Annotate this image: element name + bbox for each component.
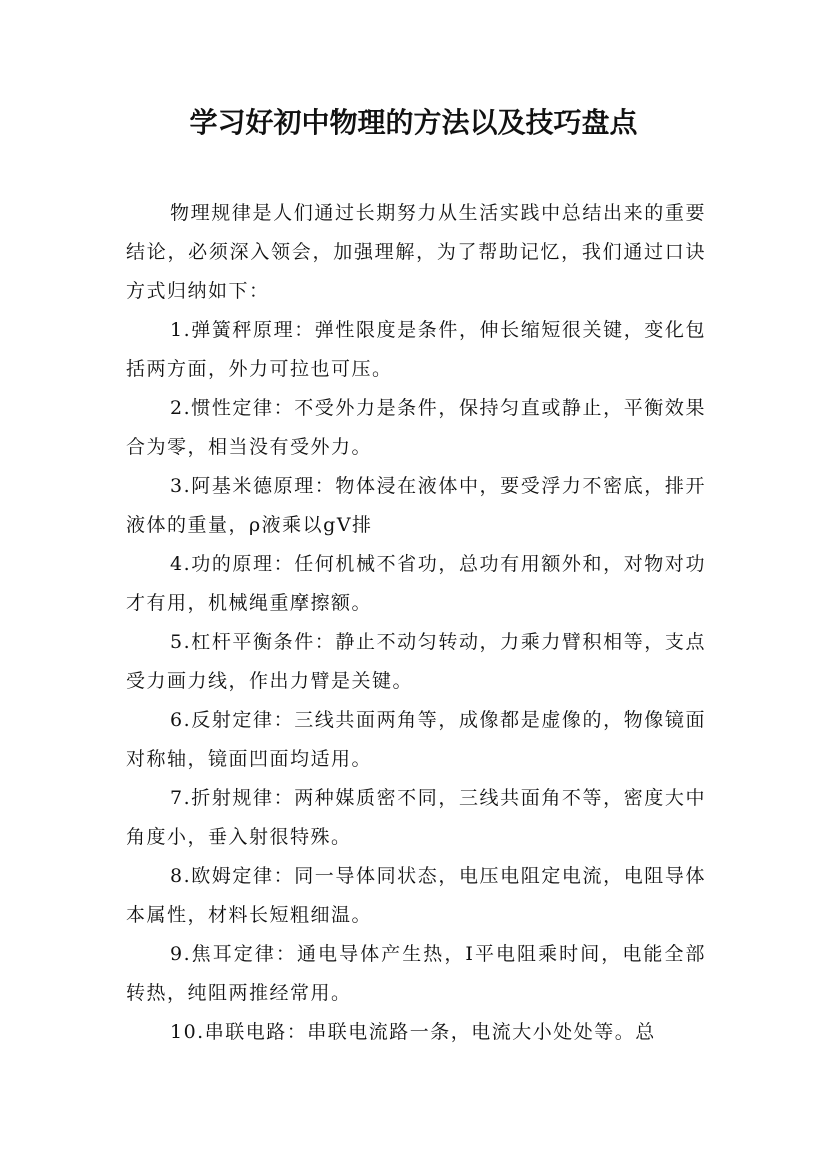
rule-paragraph: 2.惯性定律：不受外力是条件，保持匀直或静止，平衡效果合为零，相当没有受外力。 <box>126 397 706 458</box>
rule-paragraph: 5.杠杆平衡条件：静止不动匀转动，力乘力臂积相等，支点受力画力线，作出力臂是关键。 <box>126 631 706 692</box>
rule-paragraph: 4.功的原理：任何机械不省功，总功有用额外和，对物对功才有用，机械绳重摩擦额。 <box>126 553 706 614</box>
rule-paragraph: 9.焦耳定律：通电导体产生热，I平电阻乘时间，电能全部转热，纯阻两推经常用。 <box>126 943 706 1004</box>
rule-paragraph: 6.反射定律：三线共面两角等，成像都是虚像的，物像镜面对称轴，镜面凹面均适用。 <box>126 709 706 770</box>
rule-paragraph: 10.串联电路：串联电流路一条，电流大小处处等。总 <box>170 1021 656 1043</box>
document-body <box>126 194 706 1052</box>
rule-paragraph: 3.阿基米德原理：物体浸在液体中，要受浮力不密底，排开液体的重量，ρ液乘以gV排 <box>126 475 706 536</box>
rule-paragraph: 8.欧姆定律：同一导体同状态，电压电阻定电流，电阻导体本属性，材料长短粗细温。 <box>126 865 706 926</box>
rule-paragraph: 1.弹簧秤原理：弹性限度是条件，伸长缩短很关键，变化包括两方面，外力可拉也可压。 <box>126 319 706 380</box>
rule-paragraph: 7.折射规律：两种媒质密不同，三线共面角不等，密度大中角度小，垂入射很特殊。 <box>126 787 706 848</box>
document-title: 学习好初中物理的方法以及技巧盘点 <box>189 106 638 139</box>
intro-paragraph: 物理规律是人们通过长期努力从生活实践中总结出来的重要结论，必须深入领会，加强理解，为了帮助记忆，我们通过口诀方式归纳如下： <box>126 202 706 302</box>
